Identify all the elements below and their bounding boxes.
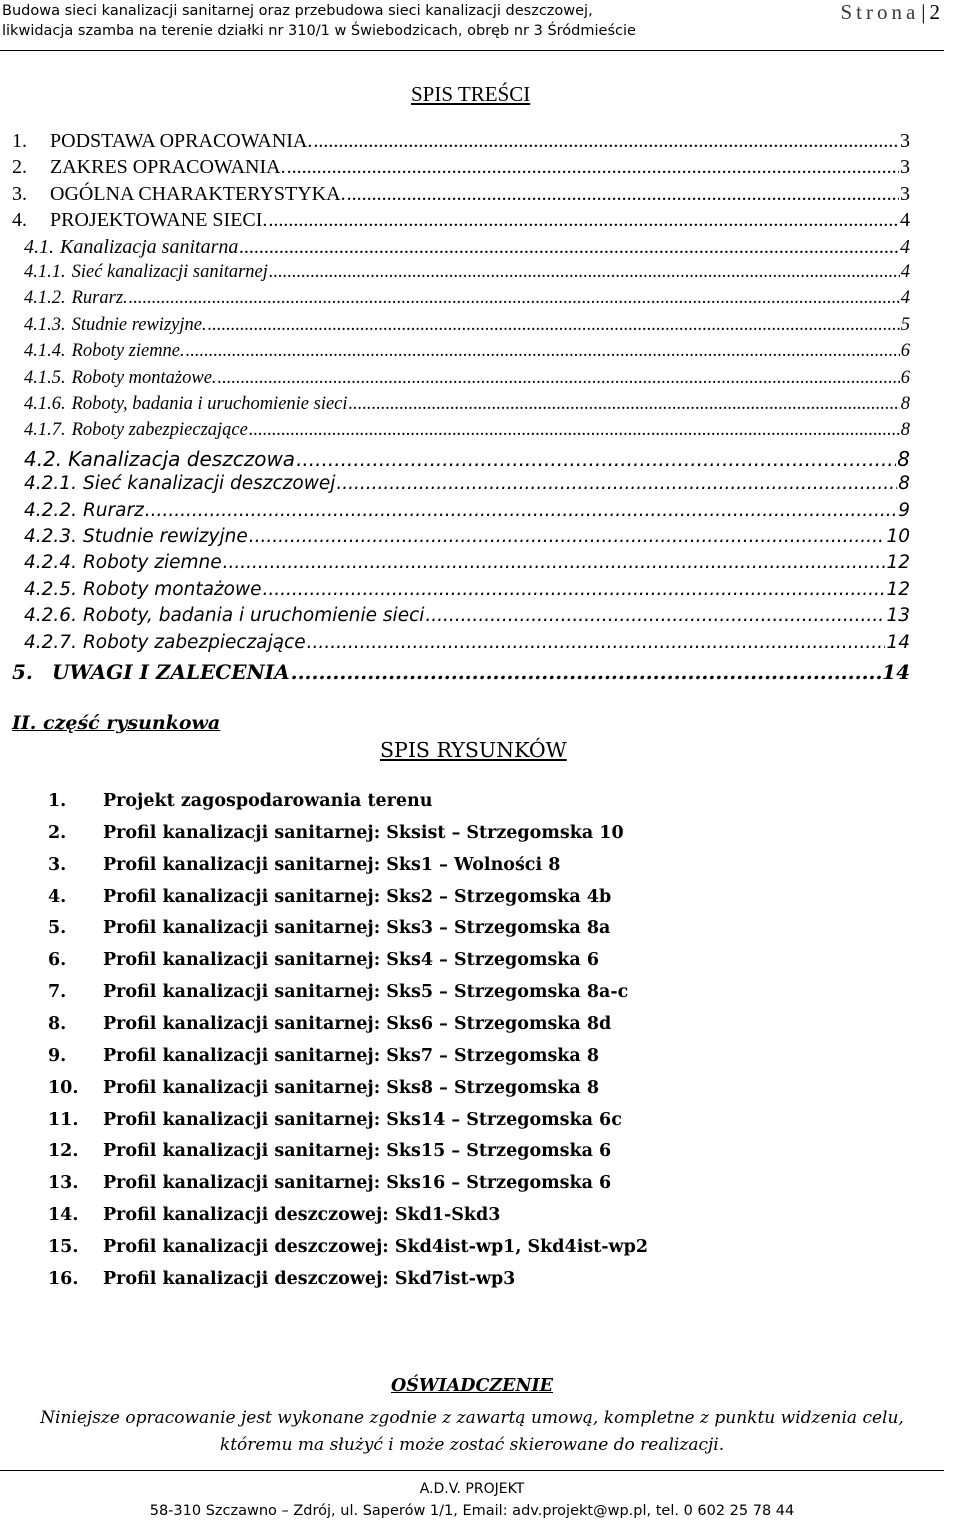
- drawing-number: 16.: [48, 1268, 79, 1289]
- toc-entry-page: 9: [898, 499, 910, 521]
- toc-entry-number: 4.1.5.: [24, 367, 66, 388]
- drawing-title: Profil kanalizacji sanitarnej: Sks14 – Strzegomska 6c: [103, 1109, 622, 1130]
- toc-entry[interactable]: [12, 183, 910, 206]
- toc-dot-leader: [129, 288, 900, 309]
- drawing-number: 2.: [48, 822, 67, 843]
- toc-entry-number: 4.2.7.: [24, 631, 77, 653]
- drawing-title: Profil kanalizacji deszczowej: Skd7ist-wp3: [103, 1268, 516, 1289]
- drawing-title: Profil kanalizacji sanitarnej: Sks4 – Strzegomska 6: [103, 950, 600, 971]
- drawing-number: 4.: [48, 886, 67, 907]
- drawing-number: 12.: [48, 1141, 79, 1162]
- toc-entry-page: 8: [898, 473, 910, 495]
- toc-entry-label: Sieć kanalizacji sanitarnej: [71, 262, 268, 282]
- toc-entry[interactable]: [24, 552, 910, 573]
- toc-entry[interactable]: [24, 315, 910, 336]
- footer-address: 58-310 Szczawno – Zdrój, ul. Saperów 1/1, Email: adv.projekt@wp.pl, tel. 0 602 25 78 44: [149, 1503, 795, 1519]
- page-word: Strona: [840, 0, 920, 24]
- drawing-title: Projekt zagospodarowania terenu: [103, 791, 433, 811]
- toc-entry-label: Roboty, badania i uruchomienie sieci: [82, 605, 425, 627]
- header-title-line-1: Budowa sieci kanalizacji sanitarnej oraz przebudowa sieci kanalizacji deszczowej,: [2, 3, 593, 19]
- page-separator: |: [921, 0, 926, 24]
- toc-entry[interactable]: [24, 605, 910, 626]
- drawing-title: Profil kanalizacji deszczowej: Skd4ist-wp1, Skd4ist-wp2: [103, 1236, 649, 1257]
- toc-entry-page: 3: [900, 182, 910, 205]
- toc-entry-label: Roboty ziemne.: [71, 341, 185, 362]
- drawing-list-item: [48, 982, 628, 1002]
- drawing-list-item: [48, 1205, 500, 1225]
- toc-dot-leader: [186, 341, 900, 362]
- toc-entry-number: 5.: [12, 660, 33, 684]
- drawing-list-item: [48, 950, 599, 970]
- toc-entry-number: 4.2.: [24, 446, 63, 471]
- drawing-title: Profil kanalizacji sanitarnej: Sks15 – Strzegomska 6: [103, 1141, 612, 1162]
- toc-entry[interactable]: [24, 420, 910, 441]
- drawing-number: 11.: [48, 1109, 79, 1130]
- drawing-number: 13.: [48, 1173, 79, 1194]
- toc-entry[interactable]: [24, 500, 910, 521]
- toc-dot-leader: [336, 473, 897, 494]
- toc-dot-leader: [223, 552, 886, 573]
- toc-entry-label: PROJEKTOWANE SIECI.: [50, 209, 268, 232]
- toc-dot-leader: [208, 315, 900, 336]
- toc-entry-label: PODSTAWA OPRACOWANIA.: [50, 130, 313, 152]
- toc-dot-leader: [347, 183, 899, 206]
- toc-entry-label: ZAKRES OPRACOWANIA.: [50, 156, 286, 179]
- toc-entry[interactable]: [24, 394, 910, 415]
- toc-entry-label: Roboty montażowe.: [71, 367, 217, 388]
- toc-entry-label: Studnie rewizyjne: [82, 526, 248, 547]
- toc-entry-page: 14: [886, 631, 910, 653]
- toc-entry[interactable]: [24, 473, 910, 494]
- drawing-title: Profil kanalizacji sanitarnej: Sks7 – Strzegomska 8: [103, 1045, 600, 1066]
- toc-entry-number: 4.2.1.: [24, 473, 77, 495]
- drawing-number: 5.: [48, 918, 67, 939]
- toc-entry[interactable]: [24, 447, 910, 471]
- toc-entry-page: 6: [900, 341, 910, 362]
- toc-entry-number: 4.1.7.: [24, 420, 66, 441]
- toc-entry-label: Roboty montażowe: [82, 578, 262, 600]
- toc-entry-page: 13: [886, 605, 910, 627]
- drawing-title: Profil kanalizacji sanitarnej: Sks16 – Strzegomska 6: [103, 1173, 612, 1194]
- toc-entry[interactable]: [12, 156, 910, 179]
- drawing-list-item: [48, 1110, 622, 1130]
- toc-entry-label: UWAGI I ZALECENIA: [52, 660, 290, 684]
- toc-title: SPIS TREŚCI: [411, 82, 531, 106]
- drawing-title: Profil kanalizacji sanitarnej: Sksist – Strzegomska 10: [103, 822, 624, 843]
- toc-entry[interactable]: [24, 526, 910, 547]
- toc-entry-number: 4.2.6.: [24, 605, 77, 627]
- toc-entry-number: 4.1.6.: [24, 394, 66, 414]
- toc-entry-page: 4: [900, 262, 910, 282]
- toc-entry-number: 4.1.1.: [24, 262, 66, 282]
- drawing-title: Profil kanalizacji sanitarnej: Sks1 – Wolności 8: [103, 854, 561, 875]
- toc-entry-page: 8: [900, 394, 910, 414]
- drawing-title: Profil kanalizacji sanitarnej: Sks5 – Strzegomska 8a-c: [103, 982, 629, 1003]
- toc-entry-number: 4.: [12, 209, 27, 232]
- toc-dot-leader: [291, 660, 882, 684]
- toc-entry-number: 4.1.2.: [24, 288, 66, 309]
- drawing-list-item: [48, 855, 560, 875]
- page-indicator: [840, 0, 940, 25]
- drawing-number: 14.: [48, 1205, 79, 1226]
- toc-entry-page: 3: [900, 130, 910, 152]
- toc-entry-page: 8: [897, 446, 910, 471]
- drawing-number: 9.: [48, 1045, 67, 1066]
- toc-entry-page: 6: [900, 367, 910, 388]
- toc-entry-page: 12: [886, 552, 910, 574]
- toc-entry-label: Rurarz.: [71, 288, 128, 309]
- toc-dot-leader: [145, 500, 897, 521]
- toc-entry-page: 5: [900, 314, 910, 335]
- statement-line-2: któremu ma służyć i może zostać skierowane do realizacji.: [219, 1435, 725, 1455]
- toc-entry[interactable]: [24, 368, 910, 389]
- drawing-list-item: [48, 1046, 599, 1066]
- footer-rule: [0, 1470, 944, 1471]
- drawing-list-item: [48, 1237, 648, 1257]
- toc-dot-leader: [269, 262, 900, 283]
- toc-dot-leader: [349, 394, 900, 415]
- header-title-line-2: likwidacja szamba na terenie działki nr 310/1 w Świebodzicach, obręb nr 3 Śródmieście: [2, 23, 636, 39]
- page-header: [0, 0, 944, 51]
- toc-entry-label: Roboty, badania i uruchomienie sieci: [71, 394, 348, 414]
- toc-dot-leader: [218, 368, 900, 389]
- toc-entry[interactable]: [24, 341, 910, 362]
- toc-entry-number: 4.1.3.: [24, 314, 66, 335]
- toc-entry-number: 4.2.2.: [24, 499, 77, 521]
- toc-entry-number: 4.1.4.: [24, 341, 66, 362]
- drawing-number: 6.: [48, 950, 67, 971]
- drawing-title: Profil kanalizacji sanitarnej: Sks3 – Strzegomska 8a: [103, 918, 611, 939]
- toc-dot-leader: [287, 156, 899, 179]
- toc-entry-number: 4.1.: [24, 235, 54, 258]
- toc-entry[interactable]: [24, 236, 910, 259]
- page-number: 2: [929, 0, 940, 24]
- drawing-list-item: [48, 1269, 515, 1289]
- drawing-list-item: [48, 791, 432, 811]
- drawing-number: 15.: [48, 1236, 79, 1257]
- statement-line-1: Niniejsze opracowanie jest wykonane zgodnie z zawartą umową, kompletne z punktu widzenia celu,: [40, 1408, 904, 1428]
- toc-entry-page: 4: [900, 235, 910, 258]
- toc-entry-page: 10: [886, 526, 910, 547]
- drawing-number: 10.: [48, 1077, 79, 1098]
- toc-dot-leader: [425, 605, 885, 626]
- toc-entry-page: 14: [882, 660, 910, 684]
- toc-dot-leader: [296, 447, 896, 471]
- toc-entry-label: Kanalizacja deszczowa: [68, 446, 296, 471]
- drawing-number: 1.: [48, 791, 67, 811]
- drawings-title: SPIS RYSUNKÓW: [380, 738, 567, 762]
- drawings-part-label: II. część rysunkowa: [12, 712, 221, 734]
- toc-entry-label: Roboty zabezpieczające: [71, 420, 248, 441]
- toc-entry-label: Roboty ziemne: [82, 552, 222, 574]
- toc-entry[interactable]: [12, 660, 910, 684]
- toc-entry-number: 4.2.4.: [24, 552, 77, 574]
- toc-entry-label: Sieć kanalizacji deszczowej: [82, 473, 336, 495]
- toc-entry-page: 3: [900, 156, 910, 179]
- drawing-number: 3.: [48, 854, 67, 875]
- toc-entry-label: Kanalizacja sanitarna: [60, 235, 239, 258]
- drawing-list-item: [48, 1078, 599, 1098]
- toc-entry-number: 2.: [12, 156, 27, 179]
- toc-entry-label: OGÓLNA CHARAKTERYSTYKA.: [50, 182, 346, 205]
- drawing-list-item: [48, 918, 610, 938]
- toc-dot-leader: [249, 526, 886, 547]
- drawing-title: Profil kanalizacji sanitarnej: Sks8 – Strzegomska 8: [103, 1077, 600, 1098]
- drawing-list-item: [48, 887, 611, 907]
- toc-dot-leader: [268, 209, 899, 232]
- toc-entry[interactable]: [24, 632, 910, 653]
- toc-entry[interactable]: [12, 209, 910, 232]
- toc-entry-number: 1.: [12, 130, 27, 152]
- toc-dot-leader: [262, 579, 885, 600]
- toc-entry[interactable]: [24, 579, 910, 600]
- toc-entry-label: Roboty zabezpieczające: [82, 631, 306, 653]
- toc-entry-number: 4.2.3.: [24, 526, 77, 547]
- toc-entry-number: 4.2.5.: [24, 578, 77, 600]
- toc-entry-label: Rurarz: [82, 499, 144, 521]
- drawing-number: 7.: [48, 982, 67, 1003]
- toc-dot-leader: [239, 236, 899, 259]
- drawing-list-item: [48, 1173, 611, 1193]
- statement-title: OŚWIADCZENIE: [390, 1376, 554, 1396]
- toc-entry-page: 12: [886, 578, 910, 600]
- toc-entry-page: 8: [900, 420, 910, 441]
- drawing-number: 8.: [48, 1013, 67, 1034]
- toc-entry-page: 4: [900, 288, 910, 309]
- drawing-title: Profil kanalizacji sanitarnej: Sks6 – Strzegomska 8d: [103, 1013, 612, 1034]
- toc-entry[interactable]: [24, 262, 910, 283]
- toc-entry[interactable]: [12, 130, 910, 153]
- drawing-list-item: [48, 1014, 611, 1034]
- drawing-title: Profil kanalizacji deszczowej: Skd1-Skd3: [103, 1205, 501, 1226]
- toc-entry-number: 3.: [12, 182, 27, 205]
- toc-entry-label: Studnie rewizyjne.: [71, 314, 207, 335]
- toc-entry-page: 4: [900, 209, 910, 232]
- toc-entry[interactable]: [24, 288, 910, 309]
- drawing-title: Profil kanalizacji sanitarnej: Sks2 – Strzegomska 4b: [103, 886, 612, 907]
- toc-dot-leader: [249, 420, 900, 441]
- toc-dot-leader: [307, 632, 886, 653]
- footer-company: A.D.V. PROJEKT: [419, 1481, 525, 1497]
- drawing-list-item: [48, 1141, 611, 1161]
- drawing-list-item: [48, 823, 624, 843]
- toc-dot-leader: [313, 130, 899, 153]
